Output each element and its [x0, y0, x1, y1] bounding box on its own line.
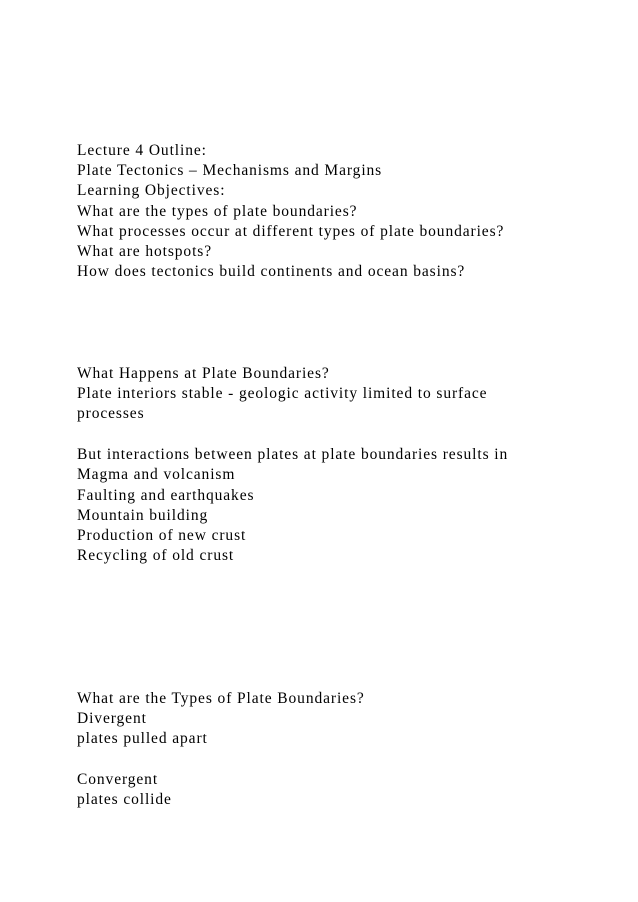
list-item: Mountain building	[77, 507, 209, 524]
paragraph-line: processes	[77, 405, 145, 422]
boundary-description: plates collide	[77, 791, 172, 808]
objective-item: How does tectonics build continents and ocean basins?	[77, 263, 466, 280]
boundary-type: Divergent	[77, 710, 147, 727]
section-heading: What Happens at Plate Boundaries?	[77, 365, 330, 382]
list-item: Recycling of old crust	[77, 547, 235, 564]
lecture-heading: Lecture 4 Outline:	[77, 142, 207, 159]
objectives-heading: Learning Objectives:	[77, 182, 226, 199]
section-heading: What are the Types of Plate Boundaries?	[77, 690, 365, 707]
objective-item: What are hotspots?	[77, 243, 212, 260]
boundary-description: plates pulled apart	[77, 730, 208, 747]
paragraph-line: But interactions between plates at plate boundaries results in	[77, 446, 509, 463]
list-item: Faulting and earthquakes	[77, 487, 255, 504]
paragraph-line: Plate interiors stable - geologic activity limited to surface	[77, 385, 488, 402]
lecture-title: Plate Tectonics – Mechanisms and Margins	[77, 162, 383, 179]
objective-item: What processes occur at different types of plate boundaries?	[77, 223, 505, 240]
boundary-type: Convergent	[77, 771, 159, 788]
objective-item: What are the types of plate boundaries?	[77, 203, 358, 220]
list-item: Production of new crust	[77, 527, 247, 544]
list-item: Magma and volcanism	[77, 466, 236, 483]
